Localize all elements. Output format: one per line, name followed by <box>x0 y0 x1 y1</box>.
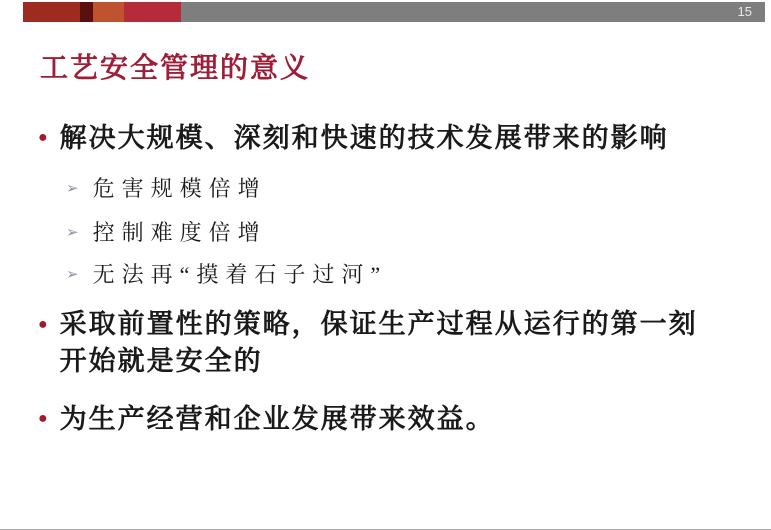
arrow-bullet-icon: ➢ <box>66 181 79 197</box>
header-bar-segment-orange <box>93 2 124 22</box>
bullet-dot-icon: ● <box>38 316 48 333</box>
bullet-item-1 <box>38 119 669 157</box>
bullet-text: 解决大规模、深刻和快速的技术发展带来的影响 <box>59 123 669 153</box>
arrow-bullet-icon: ➢ <box>66 267 79 283</box>
page-number: 15 <box>737 4 752 19</box>
bullet-dot-icon: ● <box>38 410 48 427</box>
bullet-item-3 <box>38 400 495 438</box>
arrow-bullet-icon: ➢ <box>66 225 79 241</box>
sub-bullet-item-3 <box>66 258 387 292</box>
bullet-item-2 <box>38 306 722 380</box>
sub-bullet-text: 无法再“摸着石子过河” <box>92 262 388 287</box>
sub-bullet-item-1 <box>66 172 267 206</box>
sub-bullet-text: 控制难度倍增 <box>92 220 267 245</box>
header-bar-segment-dark <box>80 2 93 22</box>
header-bar-segment-crimson <box>124 2 181 22</box>
sub-bullet-item-2 <box>66 216 267 250</box>
header-bar-segment-red <box>23 2 80 22</box>
bullet-text: 采取前置性的策略，保证生产过程从运行的第一刻开始就是安全的 <box>59 309 698 376</box>
bullet-dot-icon: ● <box>38 129 48 146</box>
header-bar <box>23 2 765 22</box>
bullet-text: 为生产经营和企业发展带来效益。 <box>59 404 495 434</box>
sub-bullet-text: 危害规模倍增 <box>92 176 267 201</box>
page-title: 工艺安全管理的意义 <box>40 53 311 84</box>
